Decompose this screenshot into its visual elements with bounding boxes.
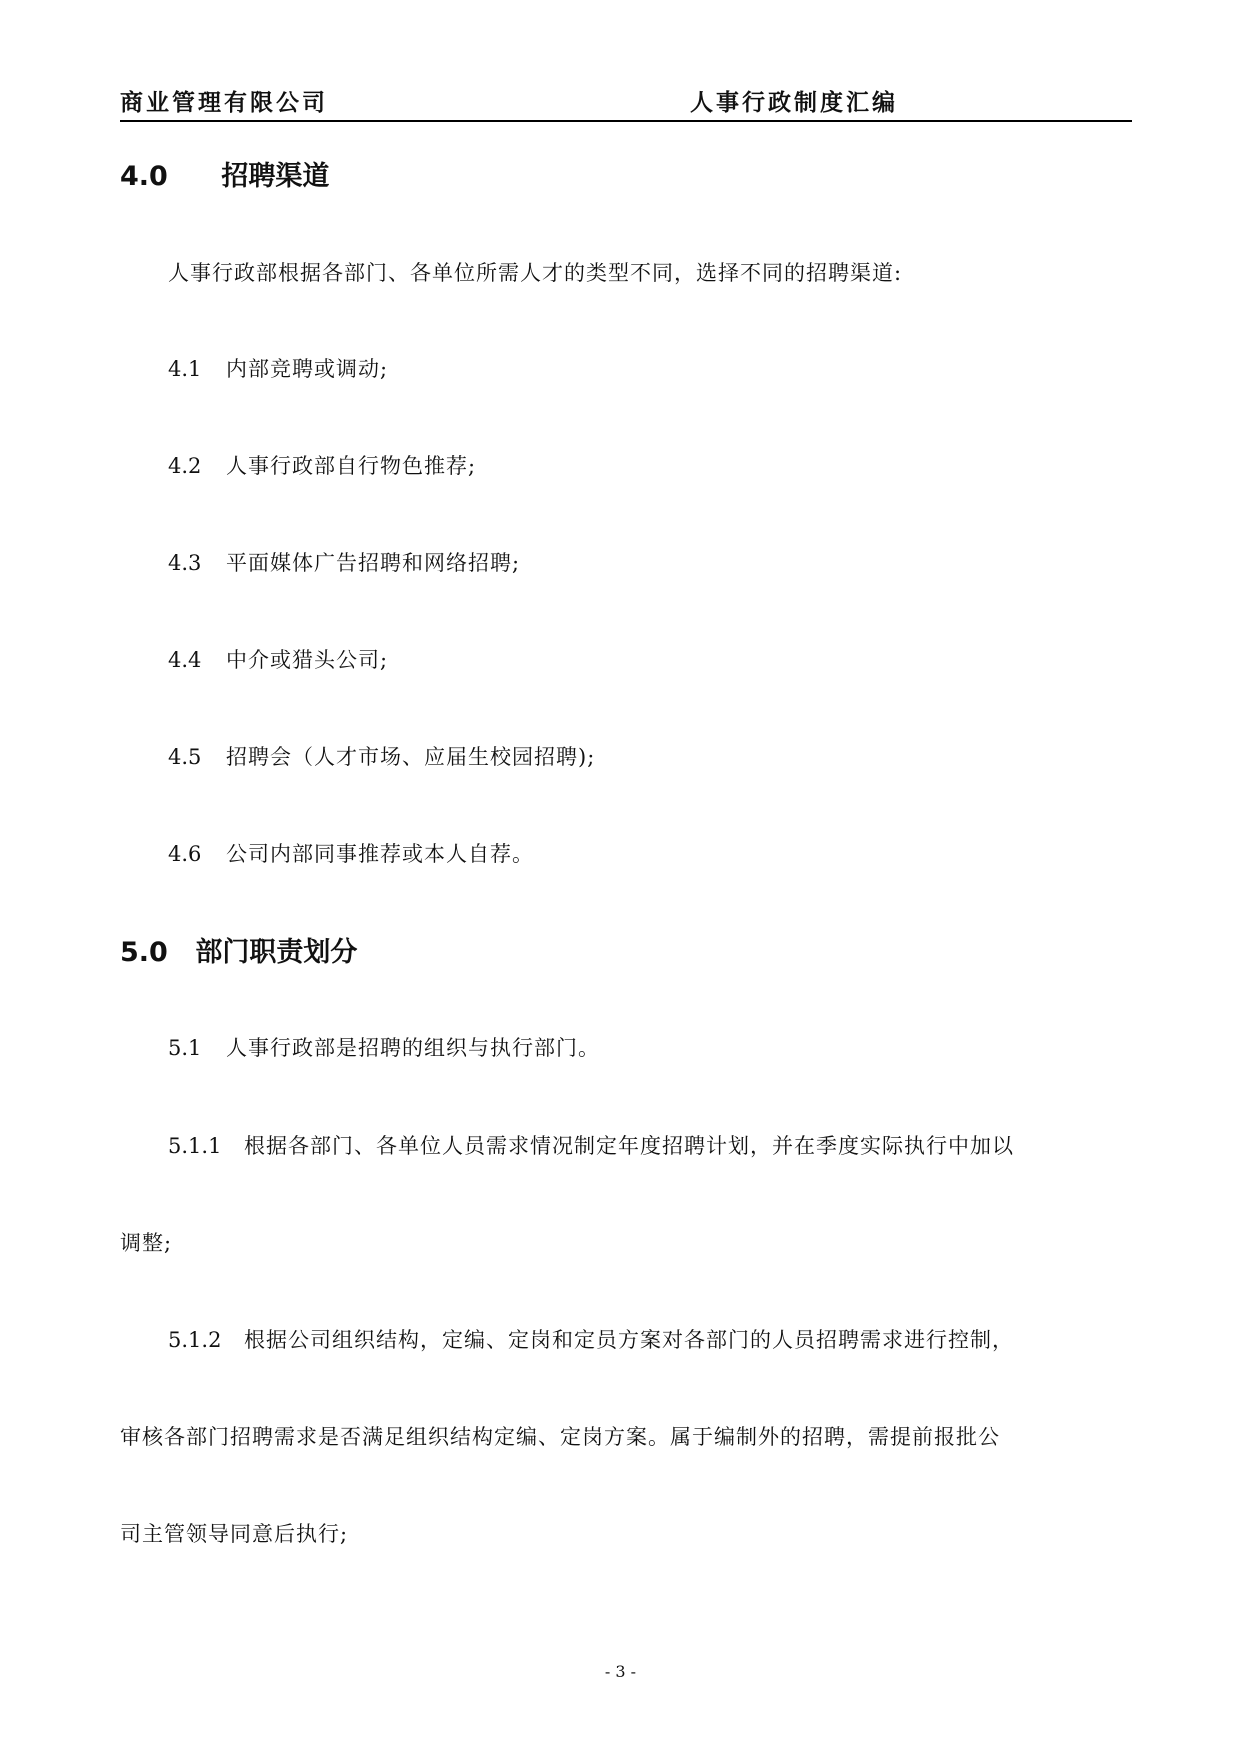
list-item-text: 平面媒体广告招聘和网络招聘;	[226, 551, 521, 575]
section-number: 5.0	[120, 937, 168, 968]
section-heading-5	[120, 930, 357, 969]
list-item	[168, 1032, 600, 1062]
sub-item-number: 5.1.1	[168, 1134, 222, 1158]
list-item	[168, 644, 388, 674]
paragraph-line: 审核各部门招聘需求是否满足组织结构定编、定岗方案。属于编制外的招聘，需提前报批公	[120, 1425, 1000, 1449]
section-title: 招聘渠道	[221, 161, 330, 192]
paragraph-line: 根据公司组织结构，定编、定岗和定员方案对各部门的人员招聘需求进行控制，	[244, 1328, 1014, 1352]
list-item	[168, 450, 476, 480]
list-item-text: 内部竞聘或调动;	[226, 357, 389, 381]
sub-item-number: 5.1.2	[168, 1328, 222, 1352]
paragraph-line: 调整;	[120, 1231, 173, 1255]
section-heading-4	[120, 154, 329, 193]
header-company: 商业管理有限公司	[120, 89, 328, 116]
page-header	[120, 84, 1132, 122]
section-number: 4.0	[120, 161, 168, 192]
paragraph-line: 司主管领导同意后执行;	[120, 1522, 349, 1546]
list-item-number: 4.2	[168, 454, 202, 478]
list-item-text: 中介或猎头公司;	[226, 648, 389, 672]
page-number: - 3 -	[604, 1662, 637, 1681]
list-item	[168, 838, 534, 868]
sub-item-5-1-1	[168, 1130, 1014, 1160]
paragraph-line: 根据各部门、各单位人员需求情况制定年度招聘计划，并在季度实际执行中加以	[244, 1134, 1014, 1158]
section-title: 部门职责划分	[195, 937, 358, 968]
list-item-number: 5.1	[168, 1036, 202, 1060]
list-item	[168, 547, 520, 577]
header-document-title: 人事行政制度汇编	[690, 89, 898, 116]
list-item-number: 4.3	[168, 551, 202, 575]
list-item-number: 4.4	[168, 648, 202, 672]
list-item-text: 公司内部同事推荐或本人自荐。	[226, 842, 534, 866]
list-item-number: 4.6	[168, 842, 202, 866]
list-item-text: 人事行政部是招聘的组织与执行部门。	[226, 1036, 600, 1060]
list-item	[168, 741, 595, 771]
list-item-number: 4.1	[168, 357, 202, 381]
list-item-text: 招聘会（人才市场、应届生校园招聘);	[226, 745, 596, 769]
list-item-text: 人事行政部自行物色推荐;	[226, 454, 477, 478]
list-item	[168, 353, 388, 383]
section-4-intro: 人事行政部根据各部门、各单位所需人才的类型不同，选择不同的招聘渠道:	[168, 261, 903, 285]
sub-item-5-1-2	[168, 1324, 1014, 1354]
list-item-number: 4.5	[168, 745, 202, 769]
